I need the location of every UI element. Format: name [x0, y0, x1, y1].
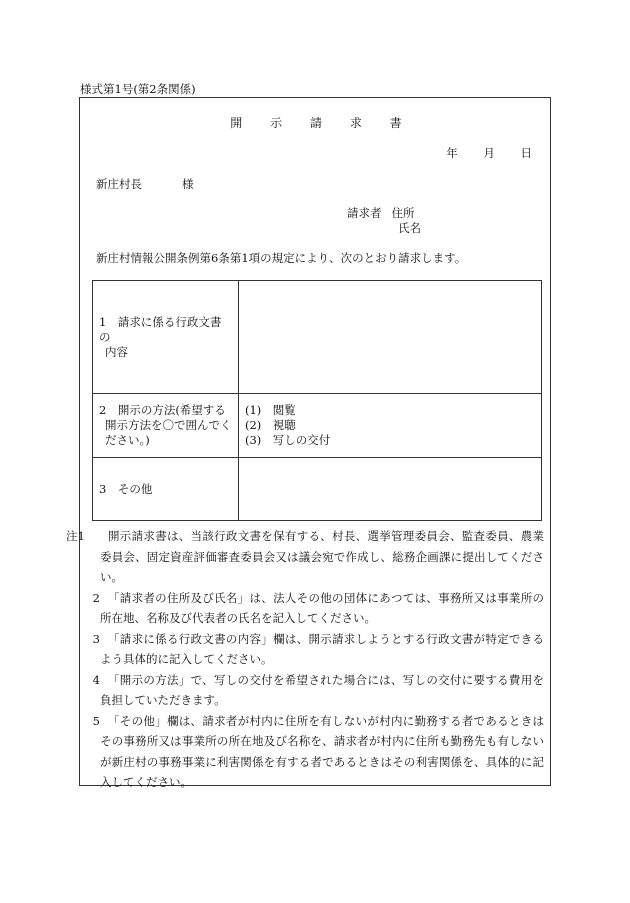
item-label-line: ださい。)	[105, 433, 150, 447]
note-number: 2	[92, 590, 100, 605]
note-item	[80, 629, 552, 670]
table-row	[93, 281, 542, 394]
disclosure-method-cell[interactable]	[239, 394, 542, 458]
addressee-name: 新庄村長	[96, 177, 142, 191]
form-title	[80, 114, 552, 131]
item-label-cell	[93, 458, 239, 521]
item-label-line: 3 その他	[99, 481, 153, 496]
item-label-line: 1 請求に係る行政文書の	[99, 314, 222, 344]
note-number: 注1	[66, 529, 85, 543]
note-text: 開示請求書は、当該行政文書を保有する、村長、選挙管理委員会、監査委員、農業委員会、固定資産評価審査委員会又は議会宛で作成し、総務企画課に提出してください。	[100, 529, 544, 584]
address-label: 住所	[391, 206, 415, 220]
form-number-label: 様式第1号(第2条関係)	[80, 82, 196, 96]
item-label-line: 開示方法を〇で囲んでく	[105, 418, 232, 432]
item-label-cell	[93, 394, 239, 458]
note-number: 3	[92, 631, 100, 646]
title-char: 請	[309, 116, 322, 130]
requester-name-row[interactable]	[398, 220, 421, 236]
title-char: 書	[389, 116, 402, 130]
addressee-honorific: 様	[182, 177, 194, 191]
method-option-listen[interactable]: (2) 視聴	[245, 418, 296, 432]
intro-text: 新庄村情報公開条例第6条第1項の規定により、次のとおり請求します。	[96, 251, 467, 265]
title-char: 求	[349, 116, 362, 130]
date-day: 日	[520, 146, 532, 160]
requester-address-row[interactable]	[347, 205, 415, 221]
note-number: 5	[92, 713, 100, 728]
item-label-line: 内容	[105, 344, 128, 359]
other-input[interactable]	[239, 458, 542, 521]
title-char: 示	[270, 116, 283, 130]
item-label-cell	[93, 281, 239, 394]
notes-section	[66, 526, 552, 793]
method-option-view[interactable]: (1) 閲覧	[245, 403, 296, 417]
date-field[interactable]	[424, 145, 532, 161]
request-items-table	[92, 280, 542, 521]
table-row	[93, 458, 542, 521]
note-item	[80, 588, 552, 629]
note-text: 「請求に係る行政文書の内容」欄は、開示請求しようとする行政文書が特定できるよう具体的に記入してください。	[100, 631, 544, 666]
method-option-copy[interactable]: (3) 写しの交付	[245, 433, 331, 447]
requester-label: 請求者	[347, 206, 382, 220]
name-label: 氏名	[398, 221, 421, 235]
addressee	[96, 176, 194, 192]
note-item	[80, 670, 552, 711]
date-month: 月	[483, 146, 495, 160]
note-text: 「請求者の住所及び氏名」は、法人その他の団体にあつては、事務所又は事業所の所在地、名称及び代表者の氏名を記入してください。	[100, 590, 544, 625]
table-row	[93, 394, 542, 458]
date-year: 年	[446, 146, 458, 160]
item-label-line: 2 開示の方法(希望する	[99, 403, 226, 417]
note-number: 4	[92, 672, 100, 687]
note-text: 「その他」欄は、請求者が村内に住所を有しないが村内に勤務する者であるときはその事務所又は事業所の所在地及び名称を、請求者が村内に住所も勤務先も有しないが新庄村の事務事業に利害関係を有する者であるときはその利害関係を、具体的に記入してください。	[100, 713, 544, 789]
document-content-input[interactable]	[239, 281, 542, 394]
note-text: 「開示の方法」で、写しの交付を希望された場合には、写しの交付に要する費用を負担していただきます。	[100, 672, 544, 707]
request-form	[66, 97, 551, 789]
note-item	[80, 711, 552, 793]
note-item	[66, 526, 552, 588]
title-char: 開	[230, 116, 243, 130]
